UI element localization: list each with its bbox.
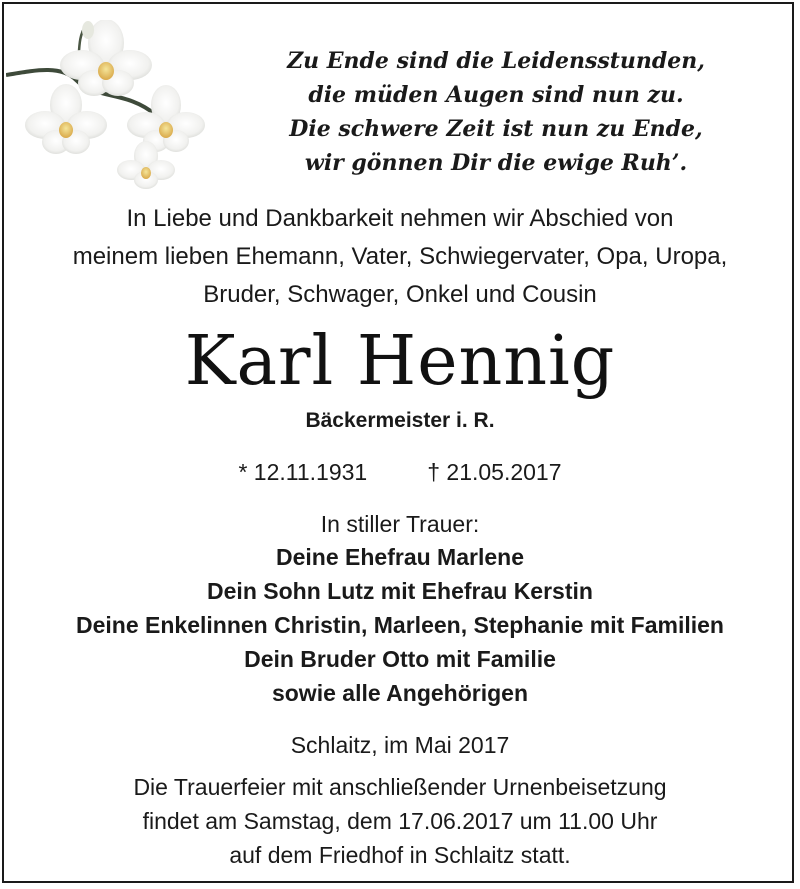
intro-line: Bruder, Schwager, Onkel und Cousin [203, 281, 597, 308]
mourner-entry: Deine Enkelinnen Christin, Marleen, Stephanie mit Familien [76, 612, 724, 638]
funeral-line: findet am Samstag, dem 17.06.2017 um 11.00 Uhr [142, 808, 658, 834]
deceased-name: Karl Hennig [184, 322, 616, 401]
mourners-list [0, 540, 800, 710]
funeral-line: Die Trauerfeier mit anschließender Urnenbeisetzung [133, 774, 667, 800]
mourner-entry: Dein Sohn Lutz mit Ehefrau Kerstin [207, 578, 593, 604]
intro-line: meinem lieben Ehemann, Vater, Schwiegervater, Opa, Uropa, [72, 243, 728, 270]
deceased-title: Bäckermeister i. R. [305, 409, 495, 432]
mourner-entry: sowie alle Angehörigen [271, 680, 529, 706]
mourner-entry: Deine Ehefrau Marlene [276, 544, 524, 570]
birth-date: * 12.11.1931 [238, 459, 368, 485]
place-date: Schlaitz, im Mai 2017 [290, 732, 510, 758]
poem [236, 44, 756, 180]
intro-line: In Liebe und Dankbarkeit nehmen wir Abschied von [126, 205, 674, 232]
farewell-intro [0, 200, 800, 314]
poem-line: Die schwere Zeit ist nun zu Ende, [289, 116, 703, 142]
poem-line: die müden Augen sind nun zu. [308, 82, 684, 108]
funeral-line: auf dem Friedhof in Schlaitz statt. [229, 842, 571, 868]
orchid-flower-icon [6, 20, 206, 195]
life-dates [0, 456, 800, 488]
poem-line: Zu Ende sind die Leidensstunden, [287, 48, 705, 74]
mourners-intro: In stiller Trauer: [320, 511, 480, 537]
mourner-entry: Dein Bruder Otto mit Familie [244, 646, 556, 672]
funeral-info [0, 770, 800, 872]
poem-line: wir gönnen Dir die ewige Ruh’. [304, 150, 688, 176]
death-date: † 21.05.2017 [427, 459, 562, 485]
